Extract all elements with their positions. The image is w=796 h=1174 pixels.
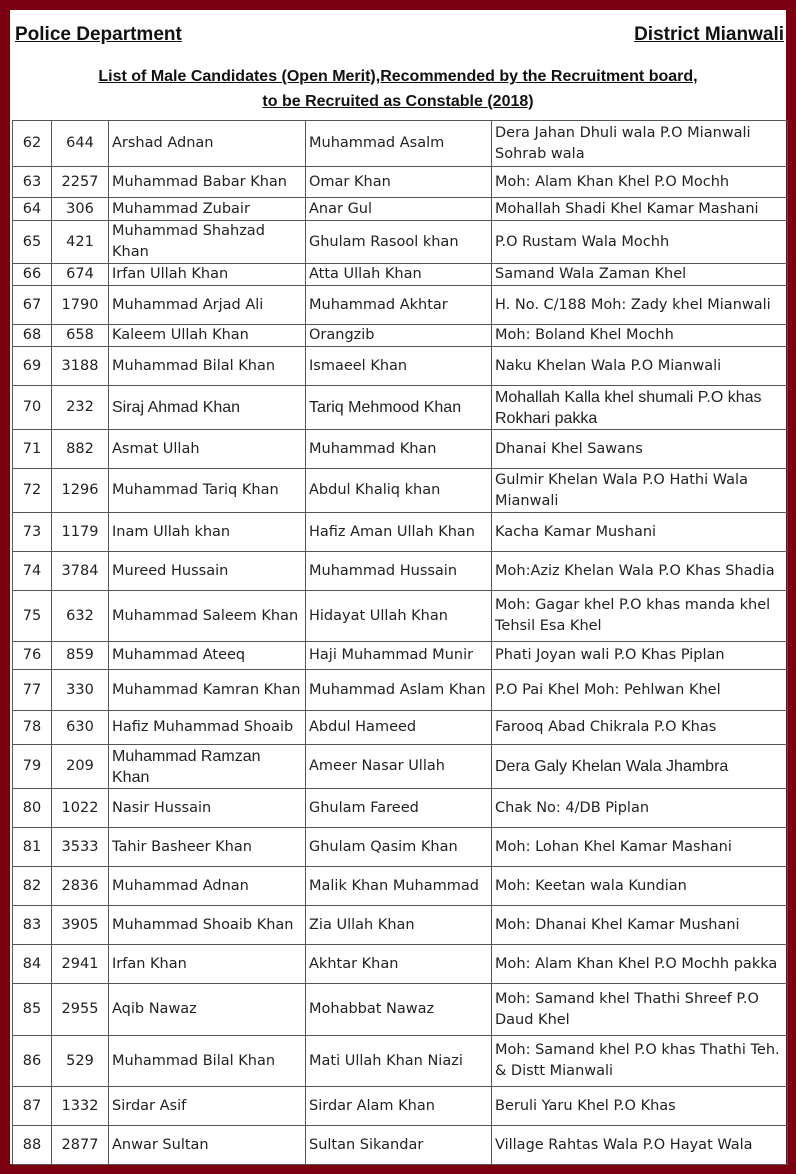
roll-number-cell: 421 xyxy=(52,221,109,264)
roll-number-cell: 2877 xyxy=(52,1126,109,1165)
address-cell: Mohallah Kalla khel shumali P.O khas Rokhari pakka xyxy=(492,386,788,430)
table-row xyxy=(13,745,788,789)
serial-number-cell: 84 xyxy=(13,945,52,984)
address-cell: Chak No: 4/DB Piplan xyxy=(492,789,788,828)
table-row xyxy=(13,221,788,264)
father-name-cell: Mati Ullah Khan Niazi xyxy=(306,1036,492,1087)
candidate-name-cell: Muhammad Ramzan Khan xyxy=(109,745,306,789)
father-name-cell: Atta Ullah Khan xyxy=(306,264,492,286)
address-cell: Moh: Alam Khan Khel P.O Mochh xyxy=(492,167,788,198)
address-cell: Samand Wala Zaman Khel xyxy=(492,264,788,286)
candidate-name-cell: Inam Ullah khan xyxy=(109,513,306,552)
father-name-cell: Abdul Hameed xyxy=(306,711,492,745)
roll-number-cell: 232 xyxy=(52,386,109,430)
roll-number-cell: 2836 xyxy=(52,867,109,906)
roll-number-cell: 3188 xyxy=(52,347,109,386)
table-row xyxy=(13,264,788,286)
roll-number-cell: 529 xyxy=(52,1036,109,1087)
table-row xyxy=(13,828,788,867)
father-name-cell: Mohabbat Nawaz xyxy=(306,984,492,1036)
address-cell: Beruli Yaru Khel P.O Khas xyxy=(492,1087,788,1126)
roll-number-cell: 3905 xyxy=(52,906,109,945)
address-cell: P.O Pai Khel Moh: Pehlwan Khel xyxy=(492,670,788,711)
serial-number-cell: 80 xyxy=(13,789,52,828)
father-name-cell: Sultan Sikandar xyxy=(306,1126,492,1165)
roll-number-cell: 1296 xyxy=(52,469,109,513)
father-name-cell: Zia Ullah Khan xyxy=(306,906,492,945)
table-row xyxy=(13,642,788,670)
serial-number-cell: 72 xyxy=(13,469,52,513)
father-name-cell: Hidayat Ullah Khan xyxy=(306,591,492,642)
father-name-cell: Ameer Nasar Ullah xyxy=(306,745,492,789)
table-row xyxy=(13,670,788,711)
roll-number-cell: 3784 xyxy=(52,552,109,591)
serial-number-cell: 66 xyxy=(13,264,52,286)
father-name-cell: Akhtar Khan xyxy=(306,945,492,984)
address-cell: Dhanai Khel Sawans xyxy=(492,430,788,469)
father-name-cell: Anar Gul xyxy=(306,198,492,221)
roll-number-cell: 632 xyxy=(52,591,109,642)
address-cell: Naku Khelan Wala P.O Mianwali xyxy=(492,347,788,386)
roll-number-cell: 630 xyxy=(52,711,109,745)
serial-number-cell: 73 xyxy=(13,513,52,552)
table-row xyxy=(13,789,788,828)
serial-number-cell: 78 xyxy=(13,711,52,745)
serial-number-cell: 87 xyxy=(13,1087,52,1126)
serial-number-cell: 81 xyxy=(13,828,52,867)
serial-number-cell: 67 xyxy=(13,286,52,325)
serial-number-cell: 86 xyxy=(13,1036,52,1087)
address-cell: Dera Jahan Dhuli wala P.O Mianwali Sohrab wala xyxy=(492,121,788,167)
address-cell: Moh: Lohan Khel Kamar Mashani xyxy=(492,828,788,867)
serial-number-cell: 70 xyxy=(13,386,52,430)
father-name-cell: Orangzib xyxy=(306,325,492,347)
roll-number-cell: 3533 xyxy=(52,828,109,867)
candidates-table xyxy=(12,120,788,1165)
address-cell: H. No. C/188 Moh: Zady khel Mianwali xyxy=(492,286,788,325)
table-row xyxy=(13,984,788,1036)
table-row xyxy=(13,1087,788,1126)
table-row xyxy=(13,945,788,984)
serial-number-cell: 76 xyxy=(13,642,52,670)
serial-number-cell: 75 xyxy=(13,591,52,642)
roll-number-cell: 658 xyxy=(52,325,109,347)
roll-number-cell: 1179 xyxy=(52,513,109,552)
candidate-name-cell: Muhammad Ateeq xyxy=(109,642,306,670)
address-cell: Kacha Kamar Mushani xyxy=(492,513,788,552)
candidate-name-cell: Muhammad Shoaib Khan xyxy=(109,906,306,945)
list-title-line-2: to be Recruited as Constable (2018) xyxy=(262,93,534,110)
address-cell: Phati Joyan wali P.O Khas Piplan xyxy=(492,642,788,670)
address-cell: Mohallah Shadi Khel Kamar Mashani xyxy=(492,198,788,221)
address-cell: Village Rahtas Wala P.O Hayat Wala xyxy=(492,1126,788,1165)
roll-number-cell: 1332 xyxy=(52,1087,109,1126)
address-cell: P.O Rustam Wala Mochh xyxy=(492,221,788,264)
table-row xyxy=(13,906,788,945)
address-cell: Dera Galy Khelan Wala Jhambra xyxy=(492,745,788,789)
roll-number-cell: 2257 xyxy=(52,167,109,198)
address-cell: Moh: Alam Khan Khel P.O Mochh pakka xyxy=(492,945,788,984)
address-cell: Moh: Samand khel P.O khas Thathi Teh. & Distt Mianwali xyxy=(492,1036,788,1087)
table-row xyxy=(13,386,788,430)
father-name-cell: Hafiz Aman Ullah Khan xyxy=(306,513,492,552)
table-row xyxy=(13,552,788,591)
list-title-line-1: List of Male Candidates (Open Merit),Recommended by the Recruitment board, xyxy=(98,68,698,85)
serial-number-cell: 69 xyxy=(13,347,52,386)
candidate-name-cell: Muhammad Kamran Khan xyxy=(109,670,306,711)
candidate-name-cell: Muhammad Bilal Khan xyxy=(109,1036,306,1087)
father-name-cell: Omar Khan xyxy=(306,167,492,198)
serial-number-cell: 68 xyxy=(13,325,52,347)
serial-number-cell: 64 xyxy=(13,198,52,221)
table-row xyxy=(13,167,788,198)
address-cell: Farooq Abad Chikrala P.O Khas xyxy=(492,711,788,745)
document-sheet xyxy=(10,10,786,1164)
candidate-name-cell: Muhammad Arjad Ali xyxy=(109,286,306,325)
table-row xyxy=(13,121,788,167)
serial-number-cell: 62 xyxy=(13,121,52,167)
roll-number-cell: 859 xyxy=(52,642,109,670)
roll-number-cell: 1022 xyxy=(52,789,109,828)
serial-number-cell: 63 xyxy=(13,167,52,198)
candidate-name-cell: Aqib Nawaz xyxy=(109,984,306,1036)
candidate-name-cell: Asmat Ullah xyxy=(109,430,306,469)
candidate-name-cell: Nasir Hussain xyxy=(109,789,306,828)
address-cell: Moh: Keetan wala Kundian xyxy=(492,867,788,906)
table-row xyxy=(13,1126,788,1165)
candidate-name-cell: Siraj Ahmad Khan xyxy=(109,386,306,430)
roll-number-cell: 882 xyxy=(52,430,109,469)
table-row xyxy=(13,867,788,906)
address-cell: Moh:Aziz Khelan Wala P.O Khas Shadia xyxy=(492,552,788,591)
serial-number-cell: 88 xyxy=(13,1126,52,1165)
roll-number-cell: 1790 xyxy=(52,286,109,325)
address-cell: Gulmir Khelan Wala P.O Hathi Wala Mianwali xyxy=(492,469,788,513)
district-heading: District Mianwali xyxy=(634,24,784,45)
father-name-cell: Muhammad Akhtar xyxy=(306,286,492,325)
table-row xyxy=(13,1036,788,1087)
roll-number-cell: 2955 xyxy=(52,984,109,1036)
father-name-cell: Muhammad Khan xyxy=(306,430,492,469)
candidate-name-cell: Anwar Sultan xyxy=(109,1126,306,1165)
candidate-name-cell: Muhammad Tariq Khan xyxy=(109,469,306,513)
candidate-name-cell: Kaleem Ullah Khan xyxy=(109,325,306,347)
table-row xyxy=(13,469,788,513)
candidate-name-cell: Sirdar Asif xyxy=(109,1087,306,1126)
serial-number-cell: 71 xyxy=(13,430,52,469)
candidate-name-cell: Muhammad Bilal Khan xyxy=(109,347,306,386)
serial-number-cell: 85 xyxy=(13,984,52,1036)
roll-number-cell: 674 xyxy=(52,264,109,286)
table-row xyxy=(13,286,788,325)
address-cell: Moh: Gagar khel P.O khas manda khel Tehsil Esa Khel xyxy=(492,591,788,642)
department-heading: Police Department xyxy=(15,24,182,45)
father-name-cell: Tariq Mehmood Khan xyxy=(306,386,492,430)
candidate-name-cell: Arshad Adnan xyxy=(109,121,306,167)
address-cell: Moh: Samand khel Thathi Shreef P.O Daud Khel xyxy=(492,984,788,1036)
roll-number-cell: 306 xyxy=(52,198,109,221)
serial-number-cell: 82 xyxy=(13,867,52,906)
table-row xyxy=(13,513,788,552)
candidate-name-cell: Hafiz Muhammad Shoaib xyxy=(109,711,306,745)
list-title xyxy=(10,64,786,114)
candidate-name-cell: Tahir Basheer Khan xyxy=(109,828,306,867)
table-row xyxy=(13,711,788,745)
father-name-cell: Muhammad Aslam Khan xyxy=(306,670,492,711)
address-cell: Moh: Dhanai Khel Kamar Mushani xyxy=(492,906,788,945)
serial-number-cell: 77 xyxy=(13,670,52,711)
serial-number-cell: 79 xyxy=(13,745,52,789)
roll-number-cell: 330 xyxy=(52,670,109,711)
address-cell: Moh: Boland Khel Mochh xyxy=(492,325,788,347)
candidate-name-cell: Muhammad Zubair xyxy=(109,198,306,221)
roll-number-cell: 644 xyxy=(52,121,109,167)
candidate-name-cell: Muhammad Babar Khan xyxy=(109,167,306,198)
father-name-cell: Malik Khan Muhammad xyxy=(306,867,492,906)
father-name-cell: Abdul Khaliq khan xyxy=(306,469,492,513)
candidate-name-cell: Irfan Khan xyxy=(109,945,306,984)
father-name-cell: Ghulam Qasim Khan xyxy=(306,828,492,867)
father-name-cell: Ghulam Fareed xyxy=(306,789,492,828)
father-name-cell: Sirdar Alam Khan xyxy=(306,1087,492,1126)
candidate-name-cell: Mureed Hussain xyxy=(109,552,306,591)
table-row xyxy=(13,325,788,347)
candidate-name-cell: Irfan Ullah Khan xyxy=(109,264,306,286)
father-name-cell: Haji Muhammad Munir xyxy=(306,642,492,670)
table-row xyxy=(13,347,788,386)
serial-number-cell: 74 xyxy=(13,552,52,591)
father-name-cell: Ghulam Rasool khan xyxy=(306,221,492,264)
candidate-name-cell: Muhammad Saleem Khan xyxy=(109,591,306,642)
father-name-cell: Muhammad Asalm xyxy=(306,121,492,167)
candidate-name-cell: Muhammad Shahzad Khan xyxy=(109,221,306,264)
father-name-cell: Ismaeel Khan xyxy=(306,347,492,386)
roll-number-cell: 2941 xyxy=(52,945,109,984)
serial-number-cell: 65 xyxy=(13,221,52,264)
serial-number-cell: 83 xyxy=(13,906,52,945)
table-row xyxy=(13,430,788,469)
father-name-cell: Muhammad Hussain xyxy=(306,552,492,591)
table-row xyxy=(13,198,788,221)
table-row xyxy=(13,591,788,642)
roll-number-cell: 209 xyxy=(52,745,109,789)
candidate-name-cell: Muhammad Adnan xyxy=(109,867,306,906)
